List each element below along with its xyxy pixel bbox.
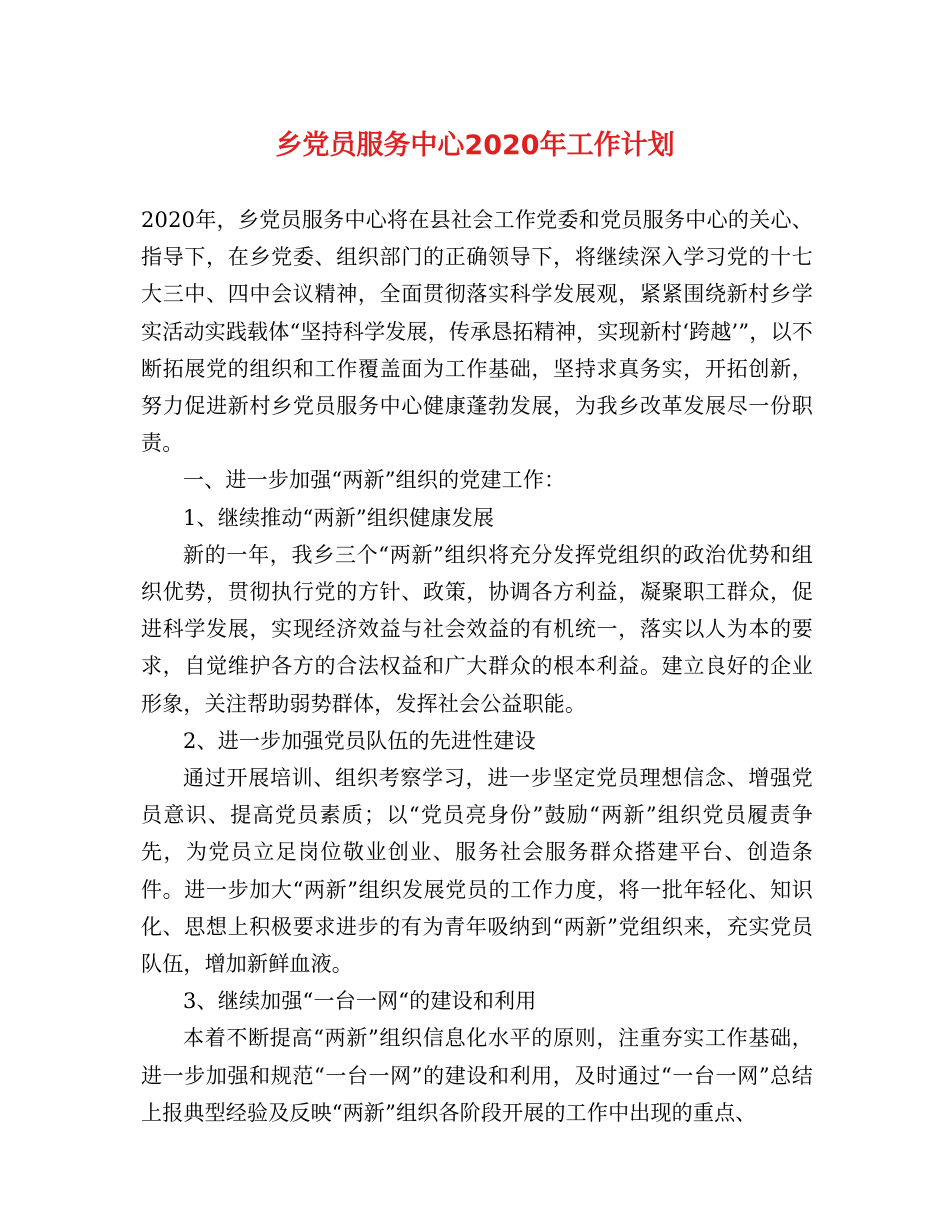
intro-paragraph: 2020年，乡党员服务中心将在县社会工作党委和党员服务中心的关心、指导下，在乡党委、组织部门的正确领导下，将继续深入学习党的十七大三中、四中会议精神，全面贯彻落实科学发展观，紧紧围绕新村乡学实活动实践载体“坚持科学发展，传承恳拓精神，实现新村‘跨越’”，以不断拓展党的组织和工作覆盖面为工作基础，坚持求真务实，开拓创新，努力促进新村乡党员服务中心健康蓬勃发展，为我乡改革发展尽一份职责。 bbox=[141, 208, 813, 456]
paragraph-2: 通过开展培训、组织考察学习，进一步坚定党员理想信念、增强党员意识、提高党员素质；以“党员亮身份”鼓励“两新”组织党员履责争先，为党员立足岗位敬业创业、服务社会服务群众搭建平台、创造条件。进一步加大“两新”组织发展党员的工作力度，将一批年轻化、知识化、思想上积极要求进步的有为青年吸纳到“两新”党组织来，充实党员队伍，增加新鲜血液。 bbox=[141, 766, 813, 977]
subheading-1: 1、继续推动“两新”组织健康发展 bbox=[183, 505, 495, 530]
document-title: 乡党员服务中心2020年工作计划 bbox=[275, 130, 675, 161]
document-body bbox=[141, 202, 813, 1132]
paragraph-1: 新的一年，我乡三个“两新”组织将充分发挥党组织的政治优势和组织优势，贯彻执行党的方针、政策，协调各方利益，凝聚职工群众，促进科学发展，实现经济效益与社会效益的有机统一，落实以人为本的要求，自觉维护各方的合法权益和广大群众的根本利益。建立良好的企业形象，关注帮助弱势群体，发挥社会公益职能。 bbox=[141, 542, 813, 716]
section-heading-1: 一、进一步加强“两新”组织的党建工作： bbox=[183, 468, 566, 493]
subheading-2: 2、进一步加强党员队伍的先进性建设 bbox=[183, 728, 536, 753]
paragraph-3: 本着不断提高“两新”组织信息化水平的原则，注重夯实工作基础，进一步加强和规范“一台一网”的建设和利用，及时通过“一台一网”总结上报典型经验及反映“两新”组织各阶段开展的工作中出现的重点、 bbox=[141, 1026, 813, 1125]
subheading-3: 3、继续加强“一台一网“的建设和利用 bbox=[183, 989, 537, 1014]
